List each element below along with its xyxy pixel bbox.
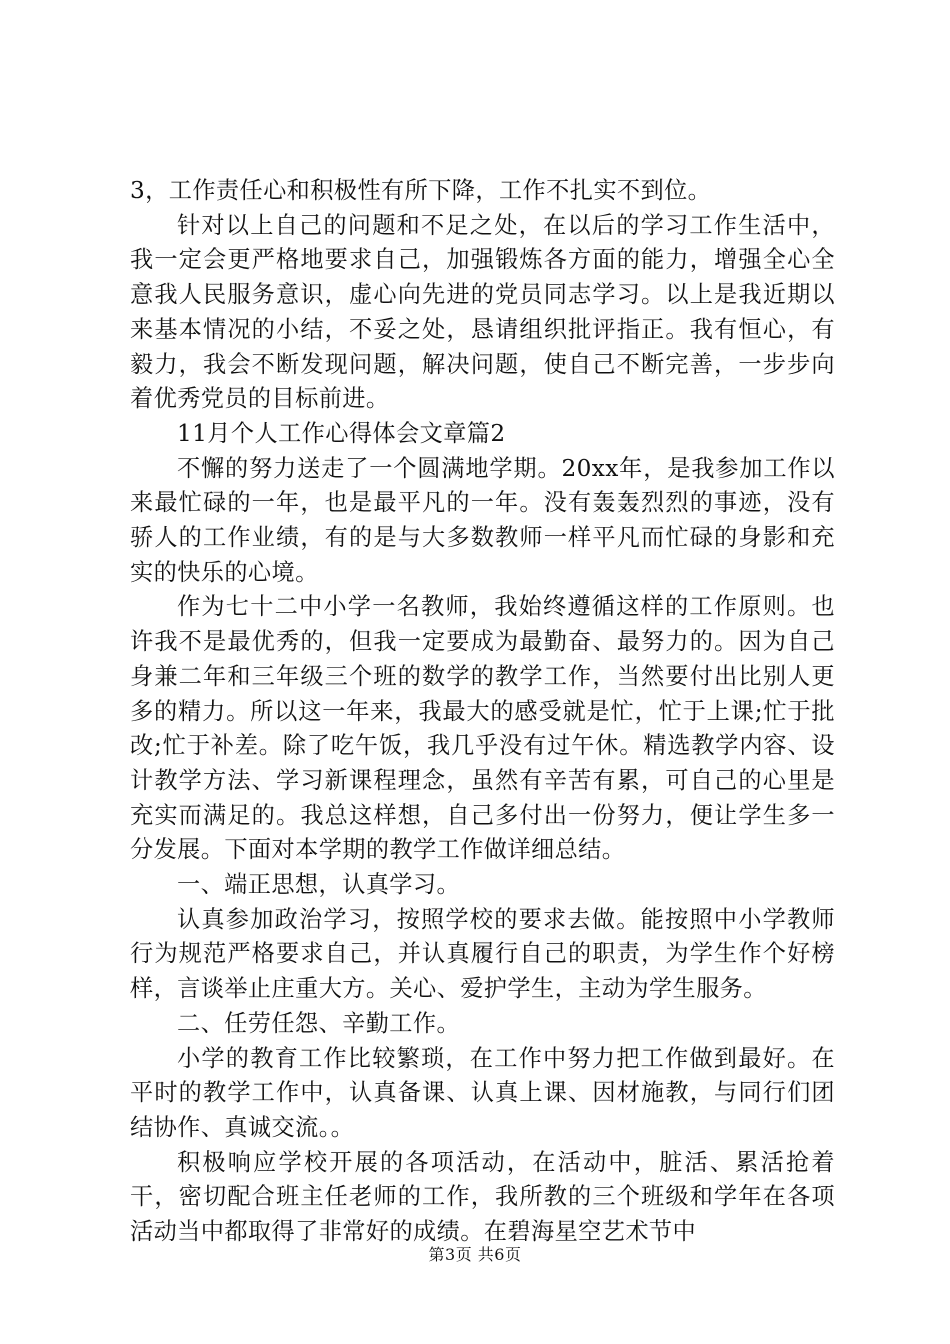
section-heading-2: 二、任劳任怨、辛勤工作。	[177, 1009, 461, 1037]
paragraph-10: 积极响应学校开展的各项活动，在活动中，脏活、累活抢着干，密切配合班主任老师的工作，我所教的三个班级和学年在各项活动当中都取得了非常好的成绩。在碧海星空艺术节中	[130, 1148, 835, 1246]
paragraph-1: 3，工作责任心和积极性有所下降，工作不扎实不到位。	[130, 177, 712, 204]
paragraph-4: 不懈的努力送走了一个圆满地学期。20xx年，是我参加工作以来最忙碌的一年，也是最平凡的一年。没有轰轰烈烈的事迹，没有骄人的工作业绩，有的是与大多数教师一样平凡而忙碌的身影和充实的快乐的心境。	[130, 454, 835, 586]
paragraph-9: 小学的教育工作比较繁琐，在工作中努力把工作做到最好。在平时的教学工作中，认真备课、认真上课、因材施教，与同行们团结协作、真诚交流。。	[130, 1044, 835, 1141]
page-number-label: 第3页 共6页	[428, 1245, 522, 1264]
paragraph-5: 作为七十二中小学一名教师，我始终遵循这样的工作原则。也许我不是最优秀的，但我一定要成为最勤奋、最努力的。因为自己身兼二年和三年级三个班的数学的教学工作，当然要付出比别人更多的精力。所以这一年来，我最大的感受就是忙，忙于上课;忙于批改;忙于补差。除了吃午饭，我几乎没有过午休。精选教学内容、设计教学方法、学习新课程理念，虽然有辛苦有累，可自己的心里是充实而满足的。我总这样想，自己多付出一份努力，便让学生多一分发展。下面对本学期的教学工作做详细总结。	[130, 593, 835, 864]
article-heading: 11月个人工作心得体会文章篇2	[177, 419, 506, 447]
page-footer	[0, 1244, 950, 1266]
paragraph-2: 针对以上自己的问题和不足之处，在以后的学习工作生活中，我一定会更严格地要求自己，加强锻炼各方面的能力，增强全心全意我人民服务意识，虚心向先进的党员同志学习。以上是我近期以来基本情况的小结，不妥之处，恳请组织批评指正。我有恒心，有毅力，我会不断发现问题，解决问题，使自己不断完善，一步步向着优秀党员的目标前进。	[130, 211, 835, 413]
section-heading-1: 一、端正思想，认真学习。	[177, 871, 461, 899]
document-body	[130, 174, 835, 1250]
paragraph-7: 认真参加政治学习，按照学校的要求去做。能按照中小学教师行为规范严格要求自己，并认真履行自己的职责，为学生作个好榜样，言谈举止庄重大方。关心、爱护学生，主动为学生服务。	[130, 905, 835, 1003]
